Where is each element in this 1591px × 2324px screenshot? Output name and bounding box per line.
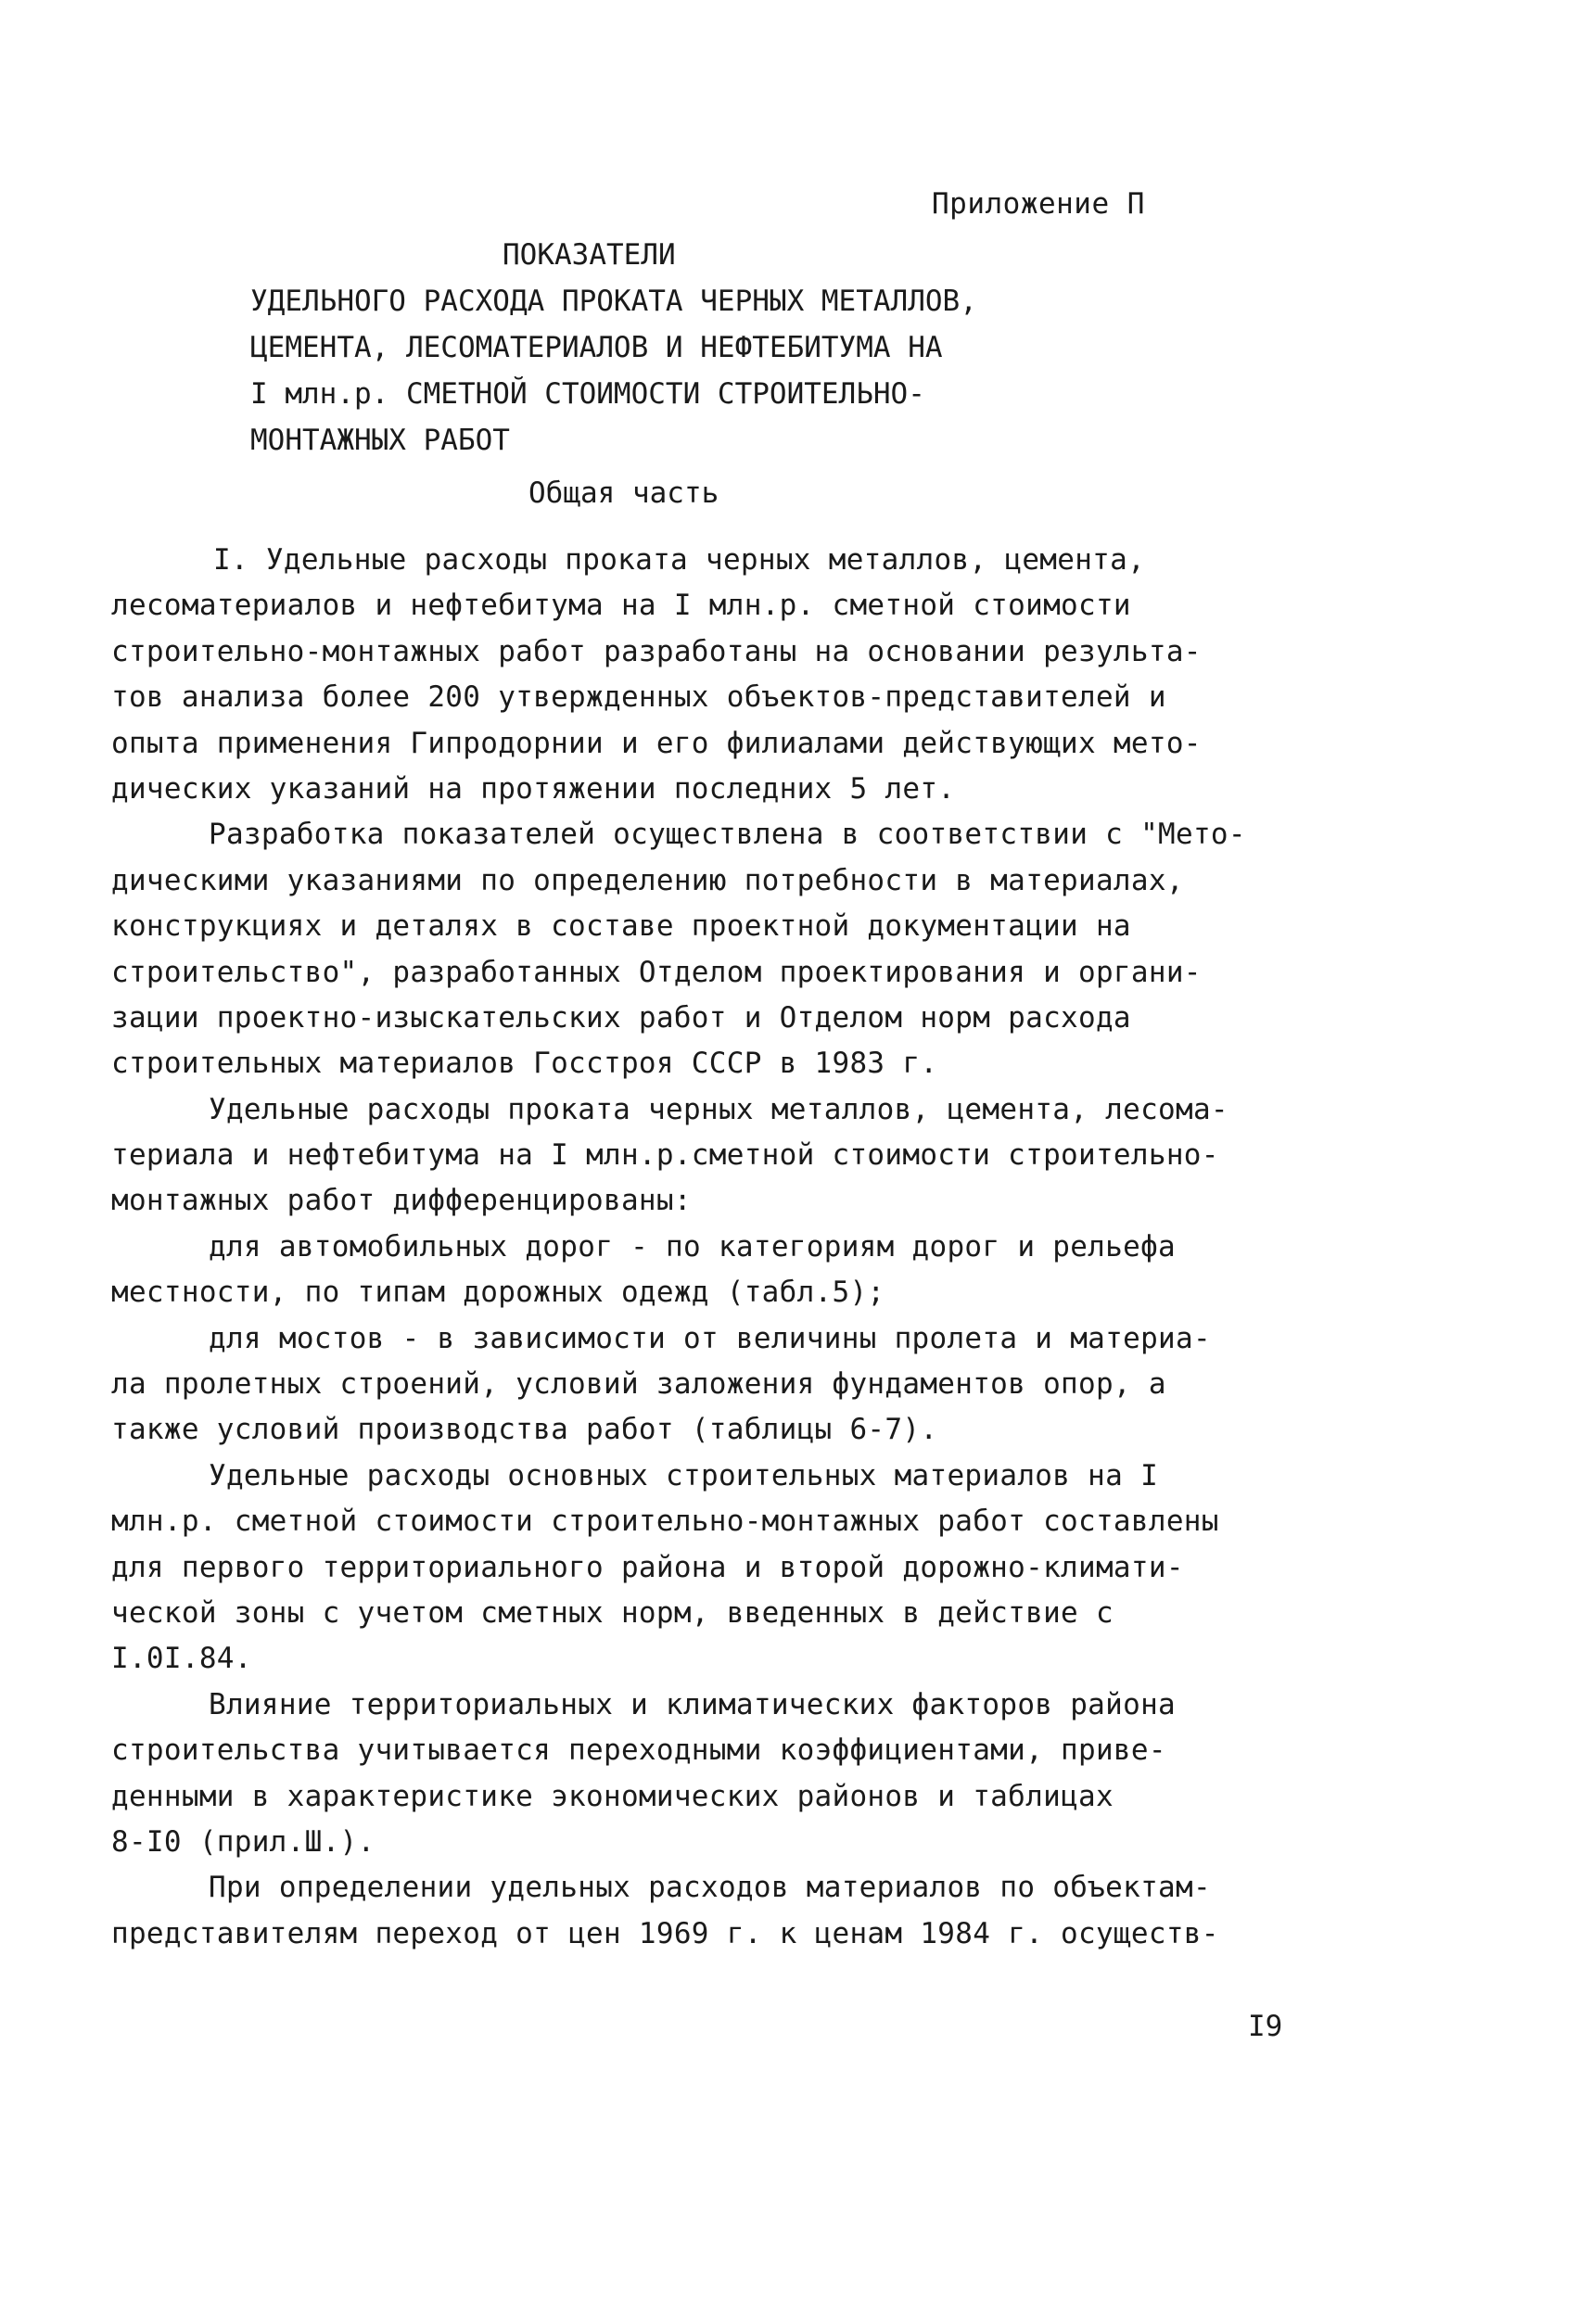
text-line: Удельные расходы проката черных металлов, цемента, лесома- xyxy=(209,1092,1228,1126)
document-title: ПОКАЗАТЕЛИ xyxy=(503,238,676,272)
text-line: При определении удельных расходов материалов по объектам- xyxy=(209,1871,1211,1905)
body-text xyxy=(111,538,1307,1957)
text-line: строительных материалов Госстроя СССР в 1983 г. xyxy=(111,1047,938,1081)
text-line: зации проектно-изыскательских работ и Отделом норм расхода xyxy=(111,1000,1131,1035)
text-line: I. Удельные расходы проката черных металлов, цемента, xyxy=(213,543,1146,577)
text-line: 8-I0 (прил.Ш.). xyxy=(111,1824,375,1859)
page-number: I9 xyxy=(1248,2010,1283,2043)
text-line: строительства учитывается переходными коэффициентами, приве- xyxy=(111,1733,1166,1768)
text-line: строительно-монтажных работ разработаны на основании результа- xyxy=(111,634,1202,668)
text-line: тов анализа более 200 утвержденных объектов-представителей и xyxy=(111,680,1166,715)
text-line: дических указаний на протяжении последних 5 лет. xyxy=(111,771,956,806)
appendix-label: Приложение П xyxy=(932,187,1145,221)
title-block xyxy=(250,232,1177,464)
text-line: для первого территориального района и второй дорожно-климати- xyxy=(111,1550,1184,1584)
text-line: опыта применения Гипродорнии и его филиалами действующих мето- xyxy=(111,726,1202,760)
text-line: местности, по типам дорожных одежд (табл.5); xyxy=(111,1276,885,1310)
title-line: МОНТАЖНЫХ РАБОТ xyxy=(250,424,510,457)
text-line: Влияние территориальных и климатических факторов района xyxy=(209,1687,1176,1721)
text-line: I.0I.84. xyxy=(111,1642,252,1676)
section-heading: Общая часть xyxy=(528,476,719,510)
title-line: I млн.р. СМЕТНОЙ СТОИМОСТИ СТРОИТЕЛЬНО- xyxy=(250,377,925,411)
title-line: УДЕЛЬНОГО РАСХОДА ПРОКАТА ЧЕРНЫХ МЕТАЛЛОВ, xyxy=(250,285,977,318)
text-line: денными в характеристике экономических районов и таблицах xyxy=(111,1779,1114,1813)
text-line: представителям переход от цен 1969 г. к ценам 1984 г. осуществ- xyxy=(111,1916,1219,1950)
text-line: лесоматериалов и нефтебитума на I млн.р. сметной стоимости xyxy=(111,589,1131,623)
text-line: дическими указаниями по определению потребности в материалах, xyxy=(111,863,1184,897)
text-line: ла пролетных строений, условий заложения фундаментов опор, а xyxy=(111,1367,1166,1402)
text-line: строительство", разработанных Отделом проектирования и органи- xyxy=(111,955,1202,989)
title-line: ЦЕМЕНТА, ЛЕСОМАТЕРИАЛОВ И НЕФТЕБИТУМА НА xyxy=(250,331,943,364)
text-line: для мостов - в зависимости от величины пролета и материа- xyxy=(209,1321,1211,1355)
text-line: млн.р. сметной стоимости строительно-монтажных работ составлены xyxy=(111,1505,1219,1539)
text-line: Удельные расходы основных строительных материалов на I xyxy=(209,1458,1159,1492)
text-line: териала и нефтебитума на I млн.р.сметной стоимости строительно- xyxy=(111,1138,1219,1173)
text-line: для автомобильных дорог - по категориям дорог и рельефа xyxy=(209,1229,1176,1264)
text-line: ческой зоны с учетом сметных норм, введенных в действие с xyxy=(111,1595,1114,1630)
text-line: также условий производства работ (таблицы 6-7). xyxy=(111,1413,938,1447)
text-line: конструкциях и деталях в составе проектной документации на xyxy=(111,909,1131,944)
text-line: монтажных работ дифференцированы: xyxy=(111,1184,692,1218)
text-line: Разработка показателей осуществлена в соответствии с "Мето- xyxy=(209,818,1246,852)
